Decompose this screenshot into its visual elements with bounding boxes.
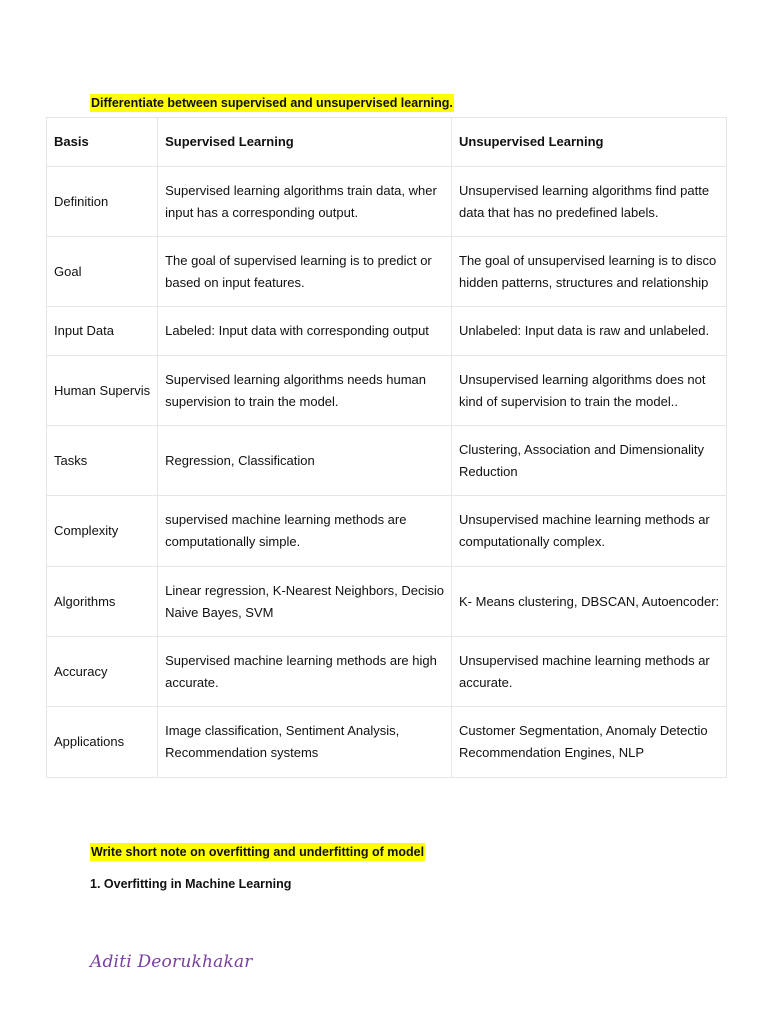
table-row bbox=[47, 167, 727, 237]
cell-supervised bbox=[158, 567, 452, 637]
table-row bbox=[47, 567, 727, 637]
cell-line: accurate. bbox=[165, 674, 219, 690]
table-row bbox=[47, 707, 727, 778]
cell-line: Recommendation systems bbox=[165, 745, 319, 760]
cell-line: computationally complex. bbox=[459, 534, 605, 549]
table-row bbox=[47, 426, 727, 496]
cell-line: computationally simple. bbox=[165, 534, 301, 549]
cell-unsupervised bbox=[452, 426, 727, 496]
cell-line: K- Means clustering, DBSCAN, Autoencoder: bbox=[459, 593, 720, 609]
cell-supervised bbox=[158, 426, 452, 496]
cell-unsupervised bbox=[452, 567, 727, 637]
cell-line: kind of supervision to train the model.. bbox=[459, 393, 678, 409]
cell-basis: Human Supervis bbox=[47, 356, 158, 426]
cell-line: Image classification, Sentiment Analysis, bbox=[165, 723, 400, 738]
cell-basis: Accuracy bbox=[47, 637, 158, 707]
cell-line: data that has no predefined labels. bbox=[459, 204, 659, 220]
cell-basis: Input Data bbox=[47, 307, 158, 356]
cell-basis: Applications bbox=[47, 707, 158, 778]
table-row bbox=[47, 637, 727, 707]
table-row bbox=[47, 307, 727, 356]
cell-line: Supervised learning algorithms train data, wher bbox=[165, 182, 437, 198]
cell-line: Customer Segmentation, Anomaly Detectio bbox=[459, 723, 708, 738]
cell-line: supervised machine learning methods are bbox=[165, 512, 407, 527]
table-row bbox=[47, 356, 727, 426]
header-basis: Basis bbox=[47, 118, 158, 167]
cell-line: Unsupervised learning algorithms find patte bbox=[459, 182, 710, 198]
cell-supervised bbox=[158, 637, 452, 707]
section-heading-supervised-vs-unsupervised: Differentiate between supervised and unsupervised learning. bbox=[91, 96, 453, 110]
table-row bbox=[47, 496, 727, 567]
cell-line: Naive Bayes, SVM bbox=[165, 604, 274, 620]
cell-unsupervised bbox=[452, 307, 727, 356]
cell-line: Labeled: Input data with corresponding output bbox=[165, 323, 429, 338]
cell-unsupervised bbox=[452, 637, 727, 707]
table-header-row bbox=[47, 118, 727, 167]
cell-line: based on input features. bbox=[165, 274, 305, 290]
cell-unsupervised bbox=[452, 356, 727, 426]
cell-supervised bbox=[158, 237, 452, 307]
cell-line: Recommendation Engines, NLP bbox=[459, 745, 645, 760]
cell-line: Reduction bbox=[459, 463, 518, 479]
cell-line: Linear regression, K-Nearest Neighbors, Decisio bbox=[165, 582, 445, 598]
cell-supervised bbox=[158, 496, 452, 567]
cell-unsupervised bbox=[452, 707, 727, 778]
cell-line: supervision to train the model. bbox=[165, 393, 339, 409]
cell-basis: Algorithms bbox=[47, 567, 158, 637]
cell-line: Unsupervised learning algorithms does not bbox=[459, 371, 706, 387]
cell-line: Clustering, Association and Dimensionality bbox=[459, 441, 704, 457]
cell-unsupervised bbox=[452, 496, 727, 567]
cell-line: Supervised machine learning methods are high bbox=[165, 652, 437, 668]
header-supervised: Supervised Learning bbox=[158, 118, 452, 167]
cell-line: The goal of supervised learning is to predict or bbox=[165, 252, 432, 268]
table-row bbox=[47, 237, 727, 307]
cell-line: Unsupervised machine learning methods ar bbox=[459, 512, 710, 527]
cell-supervised bbox=[158, 167, 452, 237]
cell-line: hidden patterns, structures and relationship bbox=[459, 274, 709, 290]
cell-line: Unsupervised machine learning methods ar bbox=[459, 652, 710, 668]
cell-line: Unlabeled: Input data is raw and unlabeled. bbox=[459, 323, 710, 338]
cell-unsupervised bbox=[452, 167, 727, 237]
cell-basis: Tasks bbox=[47, 426, 158, 496]
comparison-table bbox=[46, 117, 727, 778]
cell-line: The goal of unsupervised learning is to disco bbox=[459, 252, 717, 268]
cell-line: Supervised learning algorithms needs human bbox=[165, 371, 426, 387]
subheading-overfitting: 1. Overfitting in Machine Learning bbox=[90, 877, 292, 891]
cell-supervised bbox=[158, 356, 452, 426]
cell-basis: Definition bbox=[47, 167, 158, 237]
cell-supervised bbox=[158, 307, 452, 356]
cell-line: accurate. bbox=[459, 674, 513, 690]
author-signature: Aditi Deorukhakar bbox=[90, 952, 253, 972]
cell-unsupervised bbox=[452, 237, 727, 307]
header-unsupervised: Unsupervised Learning bbox=[452, 118, 727, 167]
cell-supervised bbox=[158, 707, 452, 778]
cell-line: input has a corresponding output. bbox=[165, 204, 359, 220]
cell-basis: Goal bbox=[47, 237, 158, 307]
cell-basis: Complexity bbox=[47, 496, 158, 567]
section-heading-overfitting-underfitting: Write short note on overfitting and underfitting of model bbox=[91, 845, 425, 859]
cell-line: Regression, Classification bbox=[165, 452, 315, 468]
